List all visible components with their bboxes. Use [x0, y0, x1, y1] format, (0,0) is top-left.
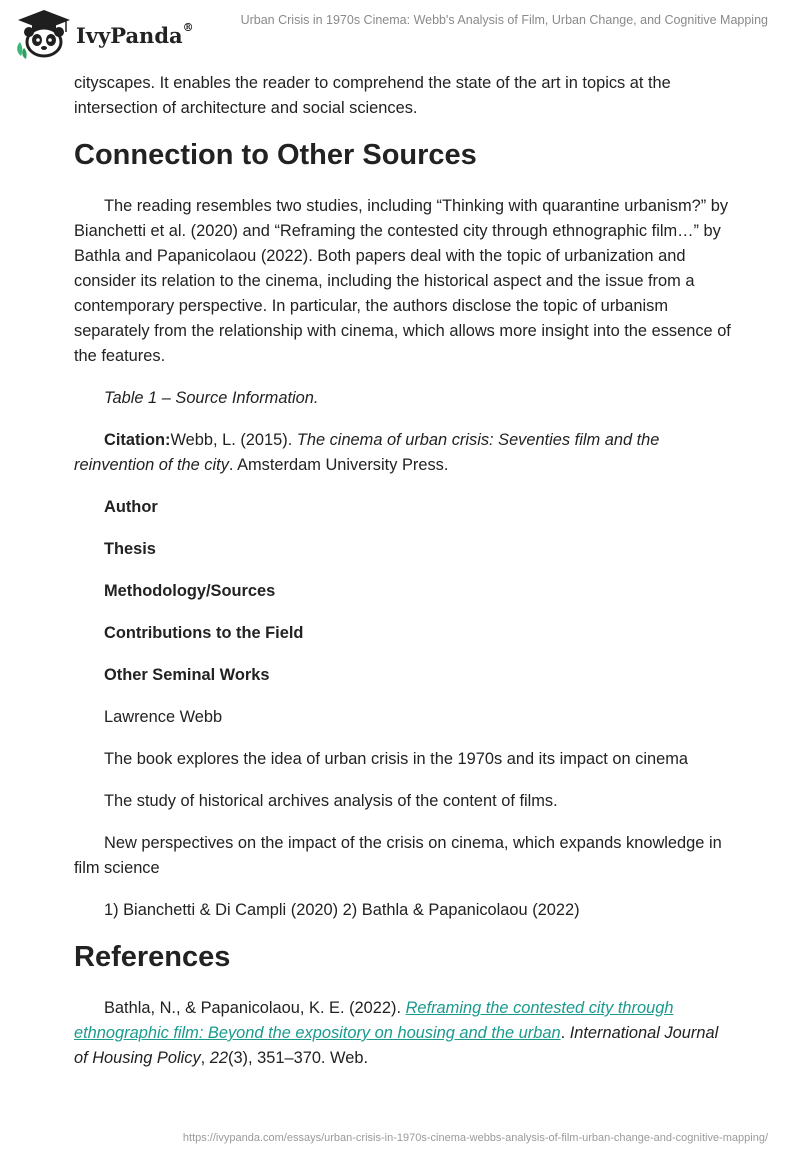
table-value-contributions: New perspectives on the impact of the crisis on cinema, which expands knowledge in film science [74, 834, 722, 877]
reference-entry: Bathla, N., & Papanicolaou, K. E. (2022). Reframing the contested city through ethnographic film: Beyond the expository on housing and the urban. International Journal of Housing Policy, 22(3), 351–370. Web. [74, 999, 719, 1067]
heading-connection: Connection to Other Sources [74, 139, 477, 171]
journal-volume: 22 [209, 1049, 228, 1067]
table-header-thesis: Thesis [104, 540, 156, 558]
table-value-author: Lawrence Webb [104, 708, 223, 726]
table-value-methodology: The study of historical archives analysis of the content of films. [104, 792, 558, 810]
reference-link[interactable]: Reframing the contested city through ethnographic film: Beyond the expository on housing and the urban [74, 999, 674, 1042]
table-value-seminal-works: 1) Bianchetti & Di Campli (2020) 2) Bathla & Papanicolaou (2022) [104, 901, 580, 919]
journal-name: International Journal of Housing Policy [74, 1024, 719, 1067]
panda-graduate-icon [14, 8, 74, 60]
table-caption: Table 1 – Source Information. [104, 389, 319, 407]
page-url-footer: https://ivypanda.com/essays/urban-crisis-in-1970s-cinema-webbs-analysis-of-film-urban-change-and-cognitive-mapping/ [182, 1132, 768, 1144]
book-title: The cinema of urban crisis: Seventies film and the reinvention of the city [74, 431, 660, 474]
table-value-thesis: The book explores the idea of urban crisis in the 1970s and its impact on cinema [104, 750, 689, 768]
document-title: Urban Crisis in 1970s Cinema: Webb's Analysis of Film, Urban Change, and Cognitive Mapping [240, 13, 768, 27]
intro-continuation: cityscapes. It enables the reader to comprehend the state of the art in topics at the intersection of architecture and social sciences. [74, 74, 671, 117]
table-header-seminal-works: Other Seminal Works [104, 666, 270, 684]
table-header-contributions: Contributions to the Field [104, 624, 304, 642]
table-citation: Citation:Webb, L. (2015). The cinema of urban crisis: Seventies film and the reinvention of the city. Amsterdam University Press. [74, 431, 660, 474]
ivypanda-logo[interactable] [14, 8, 194, 60]
connection-paragraph: The reading resembles two studies, including “Thinking with quarantine urbanism?” by Bianchetti et al. (2020) and “Reframing the contested city through ethnographic film…” by Bathla and Papanicolaou (2022). Both papers deal with the topic of urbanization and consider its relation to the cinema, including the historical aspect and the issue from a contemporary perspective. In particular, the authors disclose the topic of urbanism separately from the relationship with cinema, which allows more insight into the essence of the features. [74, 197, 731, 365]
heading-references: References [74, 941, 231, 973]
brand-name: IvyPanda® [76, 20, 194, 48]
citation-label: Citation: [104, 431, 171, 449]
table-header-author: Author [104, 498, 158, 516]
table-header-methodology: Methodology/Sources [104, 582, 276, 600]
essay-content [74, 71, 734, 1071]
page-header [0, 0, 800, 64]
